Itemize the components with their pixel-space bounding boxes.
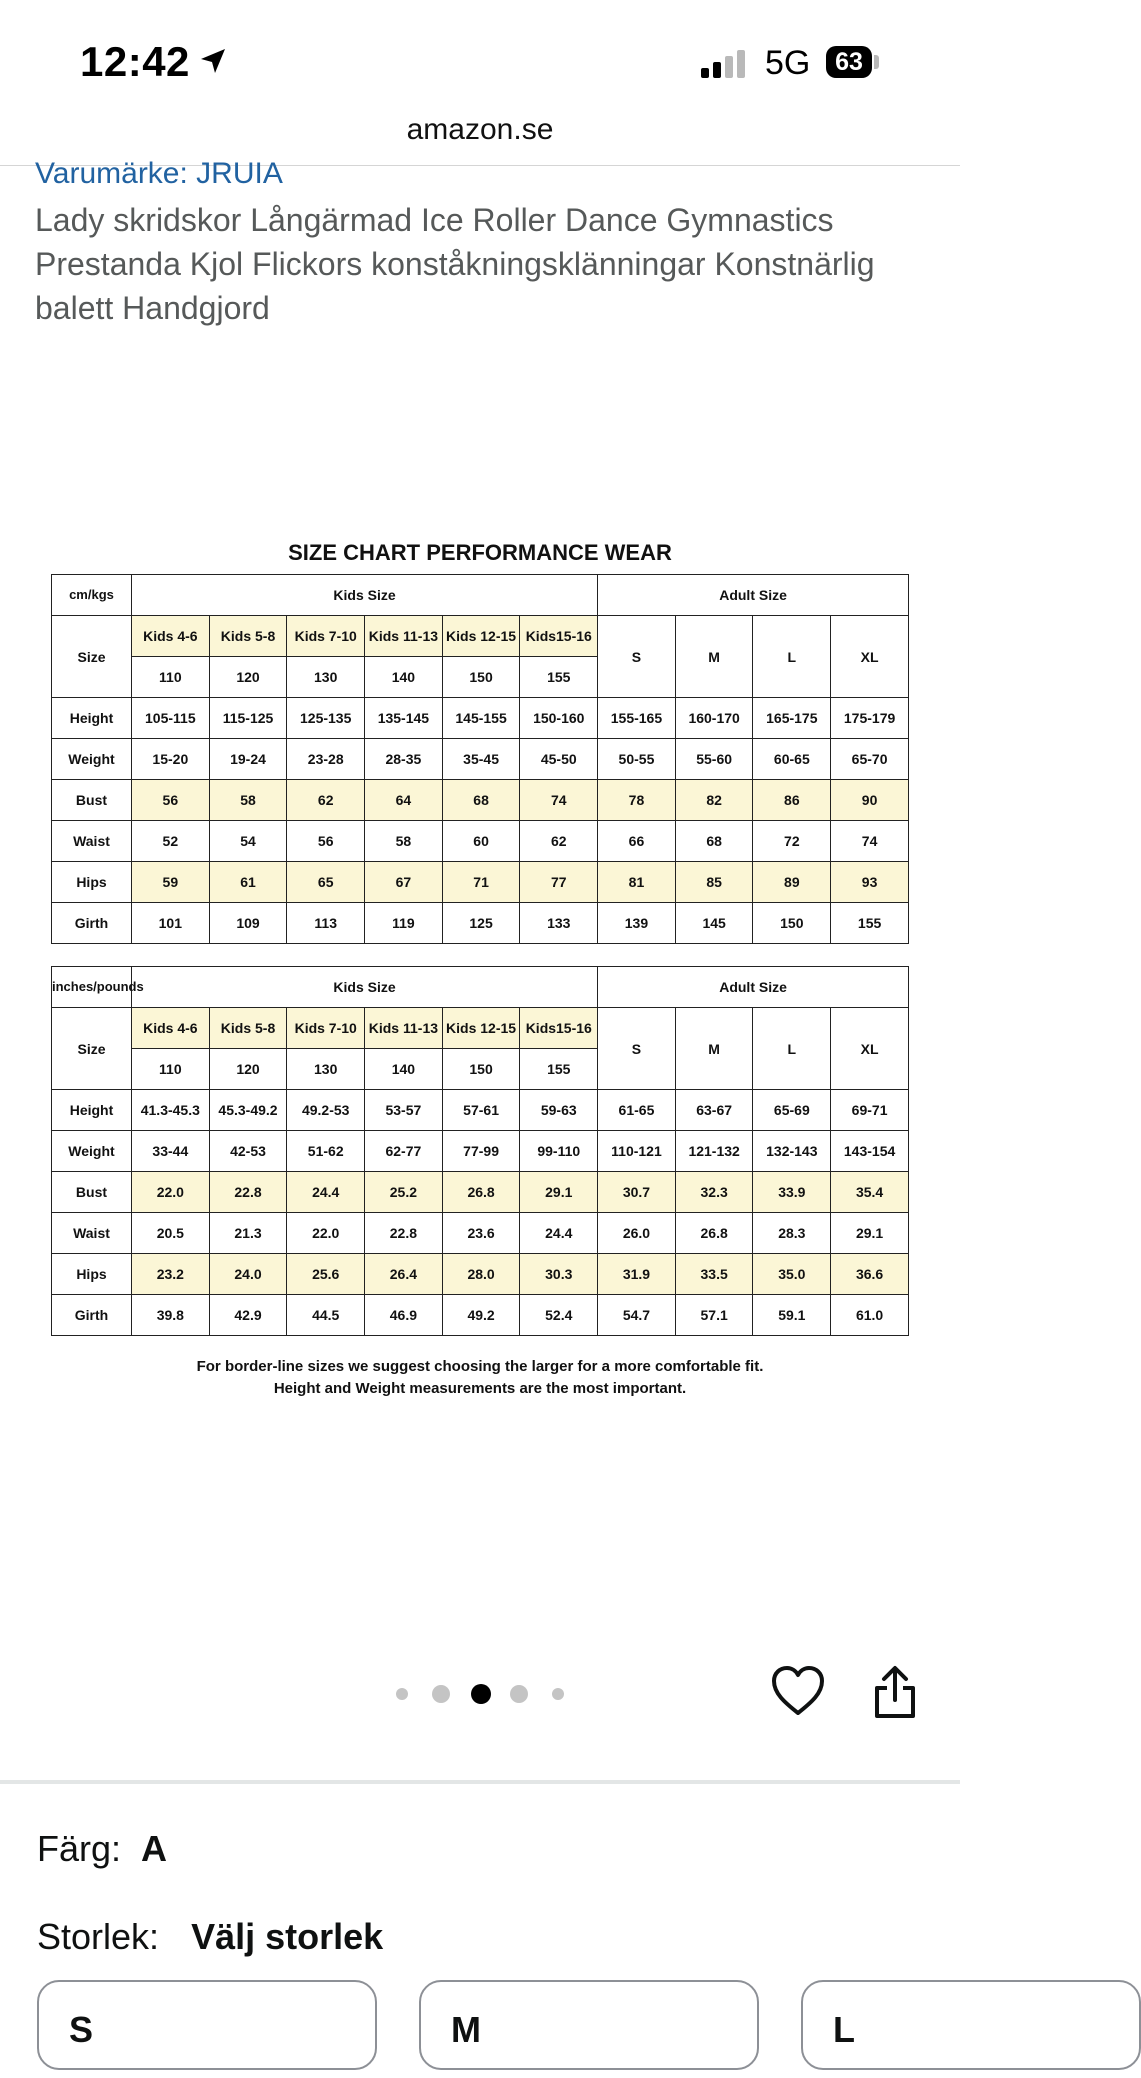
table-cell: 24.4: [520, 1213, 598, 1254]
adult-size-name: M: [675, 1008, 753, 1090]
table-cell: 32.3: [675, 1172, 753, 1213]
adult-size-name: M: [675, 616, 753, 698]
measurement-label: Height: [52, 698, 132, 739]
measurement-label: Waist: [52, 1213, 132, 1254]
table-row: [52, 1295, 909, 1336]
url-bar[interactable]: amazon.se: [406, 113, 554, 146]
size-option-l[interactable]: L: [801, 1980, 1141, 2070]
table-row: [52, 698, 909, 739]
table-cell: 22.0: [287, 1213, 365, 1254]
table-cell: 69-71: [831, 1090, 909, 1131]
table-cell: 29.1: [520, 1172, 598, 1213]
table-cell: 125: [442, 903, 520, 944]
table-cell: 15-20: [131, 739, 209, 780]
adult-size-header: Adult Size: [598, 967, 909, 1008]
table-cell: 22.8: [365, 1213, 443, 1254]
color-label: Färg:: [37, 1828, 122, 1869]
table-cell: 42-53: [209, 1131, 287, 1172]
table-row: [52, 821, 909, 862]
table-row: [52, 780, 909, 821]
table-cell: 20.5: [131, 1213, 209, 1254]
gallery-dot[interactable]: [432, 1685, 450, 1703]
kids-size-code: 120: [209, 1049, 287, 1090]
adult-size-name: L: [753, 616, 831, 698]
table-cell: 28.0: [442, 1254, 520, 1295]
table-cell: 55-60: [675, 739, 753, 780]
table-cell: 19-24: [209, 739, 287, 780]
gallery-dot[interactable]: [510, 1685, 528, 1703]
table-cell: 58: [365, 821, 443, 862]
table-cell: 58: [209, 780, 287, 821]
table-header-row: [52, 575, 909, 616]
table-cell: 121-132: [675, 1131, 753, 1172]
table-row: [52, 1254, 909, 1295]
table-cell: 133: [520, 903, 598, 944]
kids-size-code: 110: [131, 1049, 209, 1090]
table-cell: 26.8: [675, 1213, 753, 1254]
table-cell: 54.7: [598, 1295, 676, 1336]
kids-size-code: 150: [442, 657, 520, 698]
kids-size-name: Kids 7-10: [287, 1008, 365, 1049]
table-cell: 56: [287, 821, 365, 862]
kids-size-header: Kids Size: [131, 575, 597, 616]
cellular-signal-icon: [701, 48, 751, 78]
size-label: Size: [52, 616, 132, 698]
table-cell: 65: [287, 862, 365, 903]
table-cell: 143-154: [831, 1131, 909, 1172]
table-cell: 105-115: [131, 698, 209, 739]
size-chart-note-line1: For border-line sizes we suggest choosing the larger for a more comfortable fit.: [196, 1358, 764, 1375]
table-cell: 61-65: [598, 1090, 676, 1131]
measurement-label: Bust: [52, 780, 132, 821]
adult-size-name: S: [598, 616, 676, 698]
table-cell: 77-99: [442, 1131, 520, 1172]
kids-size-code: 140: [365, 1049, 443, 1090]
kids-size-name: Kids 11-13: [365, 616, 443, 657]
table-cell: 52.4: [520, 1295, 598, 1336]
kids-size-code: 120: [209, 657, 287, 698]
table-cell: 22.8: [209, 1172, 287, 1213]
table-cell: 24.4: [287, 1172, 365, 1213]
measurement-label: Waist: [52, 821, 132, 862]
table-cell: 45.3-49.2: [209, 1090, 287, 1131]
table-cell: 33.9: [753, 1172, 831, 1213]
table-cell: 113: [287, 903, 365, 944]
table-row: [52, 1172, 909, 1213]
table-cell: 62: [287, 780, 365, 821]
table-row: [52, 1131, 909, 1172]
table-cell: 61: [209, 862, 287, 903]
size-chart-title: SIZE CHART PERFORMANCE WEAR: [288, 540, 672, 565]
table-row: [52, 1213, 909, 1254]
unit-label: cm/kgs: [52, 575, 132, 616]
table-cell: 39.8: [131, 1295, 209, 1336]
table-cell: 81: [598, 862, 676, 903]
table-row: [52, 1090, 909, 1131]
battery-icon: 63: [826, 46, 872, 78]
table-cell: 49.2: [442, 1295, 520, 1336]
table-cell: 150: [753, 903, 831, 944]
table-size-row: [52, 1008, 909, 1049]
kids-size-code: 110: [131, 657, 209, 698]
table-cell: 44.5: [287, 1295, 365, 1336]
table-cell: 93: [831, 862, 909, 903]
kids-size-name: Kids 11-13: [365, 1008, 443, 1049]
table-cell: 109: [209, 903, 287, 944]
table-cell: 35.0: [753, 1254, 831, 1295]
table-cell: 30.7: [598, 1172, 676, 1213]
table-cell: 74: [520, 780, 598, 821]
table-cell: 25.2: [365, 1172, 443, 1213]
table-cell: 45-50: [520, 739, 598, 780]
table-cell: 35-45: [442, 739, 520, 780]
table-cell: 155: [831, 903, 909, 944]
table-cell: 119: [365, 903, 443, 944]
table-cell: 175-179: [831, 698, 909, 739]
size-label: Storlek:: [37, 1916, 160, 1957]
table-cell: 135-145: [365, 698, 443, 739]
kids-size-name: Kids 4-6: [131, 1008, 209, 1049]
table-cell: 22.0: [131, 1172, 209, 1213]
measurement-label: Weight: [52, 739, 132, 780]
size-option-m[interactable]: M: [419, 1980, 759, 2070]
adult-size-name: XL: [831, 616, 909, 698]
table-cell: 74: [831, 821, 909, 862]
table-cell: 25.6: [287, 1254, 365, 1295]
color-selection: [37, 1828, 167, 1870]
adult-size-name: XL: [831, 1008, 909, 1090]
table-cell: 30.3: [520, 1254, 598, 1295]
table-cell: 85: [675, 862, 753, 903]
table-cell: 57-61: [442, 1090, 520, 1131]
measurement-label: Hips: [52, 1254, 132, 1295]
gallery-pagination[interactable]: [392, 1682, 572, 1702]
kids-size-code: 155: [520, 1049, 598, 1090]
status-bar: [0, 0, 960, 110]
table-header-row: [52, 967, 909, 1008]
table-cell: 52: [131, 821, 209, 862]
battery-cap: [874, 55, 879, 69]
table-cell: 150-160: [520, 698, 598, 739]
kids-size-name: Kids 5-8: [209, 1008, 287, 1049]
kids-size-name: Kids15-16: [520, 1008, 598, 1049]
table-cell: 82: [675, 780, 753, 821]
table-cell: 50-55: [598, 739, 676, 780]
size-option-s[interactable]: S: [37, 1980, 377, 2070]
kids-size-header: Kids Size: [131, 967, 597, 1008]
measurement-label: Hips: [52, 862, 132, 903]
table-cell: 77: [520, 862, 598, 903]
table-cell: 31.9: [598, 1254, 676, 1295]
kids-size-code: 140: [365, 657, 443, 698]
gallery-dot-active[interactable]: [471, 1684, 491, 1704]
table-cell: 42.9: [209, 1295, 287, 1336]
table-cell: 24.0: [209, 1254, 287, 1295]
kids-size-name: Kids 12-15: [442, 1008, 520, 1049]
measurement-label: Bust: [52, 1172, 132, 1213]
size-selection: [37, 1916, 383, 1958]
table-cell: 54: [209, 821, 287, 862]
kids-size-code: 150: [442, 1049, 520, 1090]
table-cell: 35.4: [831, 1172, 909, 1213]
table-cell: 90: [831, 780, 909, 821]
table-cell: 51-62: [287, 1131, 365, 1172]
table-cell: 160-170: [675, 698, 753, 739]
table-cell: 65-69: [753, 1090, 831, 1131]
table-cell: 60-65: [753, 739, 831, 780]
kids-size-name: Kids 12-15: [442, 616, 520, 657]
kids-size-code: 130: [287, 1049, 365, 1090]
product-image-size-chart[interactable]: [48, 530, 912, 1410]
measurement-label: Girth: [52, 903, 132, 944]
status-time: 12:42: [80, 38, 190, 85]
table-cell: 66: [598, 821, 676, 862]
kids-size-name: Kids 7-10: [287, 616, 365, 657]
table-cell: 65-70: [831, 739, 909, 780]
table-cell: 145-155: [442, 698, 520, 739]
table-cell: 99-110: [520, 1131, 598, 1172]
table-cell: 36.6: [831, 1254, 909, 1295]
table-cell: 23.2: [131, 1254, 209, 1295]
table-cell: 64: [365, 780, 443, 821]
measurement-label: Girth: [52, 1295, 132, 1336]
table-cell: 89: [753, 862, 831, 903]
table-cell: 72: [753, 821, 831, 862]
network-type: 5G: [765, 44, 811, 82]
table-cell: 68: [442, 780, 520, 821]
table-cell: 33.5: [675, 1254, 753, 1295]
table-cell: 125-135: [287, 698, 365, 739]
adult-size-name: S: [598, 1008, 676, 1090]
table-cell: 59: [131, 862, 209, 903]
table-cell: 63-67: [675, 1090, 753, 1131]
table-row: [52, 739, 909, 780]
table-cell: 139: [598, 903, 676, 944]
table-cell: 26.8: [442, 1172, 520, 1213]
size-value: Välj storlek: [191, 1916, 384, 1957]
table-cell: 53-57: [365, 1090, 443, 1131]
table-cell: 61.0: [831, 1295, 909, 1336]
table-cell: 155-165: [598, 698, 676, 739]
size-table-metric: [51, 574, 909, 944]
adult-size-name: L: [753, 1008, 831, 1090]
brand-link[interactable]: Varumärke: JRUIA: [35, 157, 283, 190]
table-cell: 46.9: [365, 1295, 443, 1336]
table-cell: 165-175: [753, 698, 831, 739]
share-icon[interactable]: [872, 1664, 918, 1720]
table-cell: 71: [442, 862, 520, 903]
table-cell: 132-143: [753, 1131, 831, 1172]
size-table-imperial: [51, 966, 909, 1336]
table-cell: 115-125: [209, 698, 287, 739]
table-cell: 26.0: [598, 1213, 676, 1254]
kids-size-name: Kids 5-8: [209, 616, 287, 657]
table-cell: 62-77: [365, 1131, 443, 1172]
table-cell: 60: [442, 821, 520, 862]
table-size-row: [52, 616, 909, 657]
table-cell: 33-44: [131, 1131, 209, 1172]
kids-size-code: 155: [520, 657, 598, 698]
location-arrow-icon: [198, 46, 228, 76]
table-cell: 86: [753, 780, 831, 821]
table-cell: 101: [131, 903, 209, 944]
size-chart-note-line2: Height and Weight measurements are the most important.: [273, 1380, 687, 1397]
table-cell: 59.1: [753, 1295, 831, 1336]
table-cell: 145: [675, 903, 753, 944]
table-cell: 21.3: [209, 1213, 287, 1254]
table-cell: 62: [520, 821, 598, 862]
color-value: A: [141, 1828, 168, 1869]
table-cell: 68: [675, 821, 753, 862]
table-cell: 23-28: [287, 739, 365, 780]
table-cell: 67: [365, 862, 443, 903]
kids-size-name: Kids15-16: [520, 616, 598, 657]
table-cell: 29.1: [831, 1213, 909, 1254]
adult-size-header: Adult Size: [598, 575, 909, 616]
table-row: [52, 862, 909, 903]
table-cell: 49.2-53: [287, 1090, 365, 1131]
table-cell: 57.1: [675, 1295, 753, 1336]
measurement-label: Weight: [52, 1131, 132, 1172]
heart-icon[interactable]: [770, 1664, 826, 1718]
section-divider: [0, 1780, 960, 1784]
product-title: Lady skridskor Långärmad Ice Roller Dance Gymnastics Prestanda Kjol Flickors konståkningsklänningar Konstnärlig balett Handgjord: [35, 202, 875, 326]
kids-size-code: 130: [287, 657, 365, 698]
kids-size-name: Kids 4-6: [131, 616, 209, 657]
table-cell: 23.6: [442, 1213, 520, 1254]
table-cell: 110-121: [598, 1131, 676, 1172]
size-label: Size: [52, 1008, 132, 1090]
table-cell: 59-63: [520, 1090, 598, 1131]
gallery-dot[interactable]: [396, 1688, 408, 1700]
size-chart-note: [48, 1356, 912, 1400]
table-cell: 41.3-45.3: [131, 1090, 209, 1131]
table-row: [52, 903, 909, 944]
table-cell: 26.4: [365, 1254, 443, 1295]
gallery-dot[interactable]: [552, 1688, 564, 1700]
unit-label: inches/pounds: [52, 967, 132, 1008]
table-cell: 56: [131, 780, 209, 821]
table-cell: 28.3: [753, 1213, 831, 1254]
measurement-label: Height: [52, 1090, 132, 1131]
table-cell: 78: [598, 780, 676, 821]
table-cell: 28-35: [365, 739, 443, 780]
